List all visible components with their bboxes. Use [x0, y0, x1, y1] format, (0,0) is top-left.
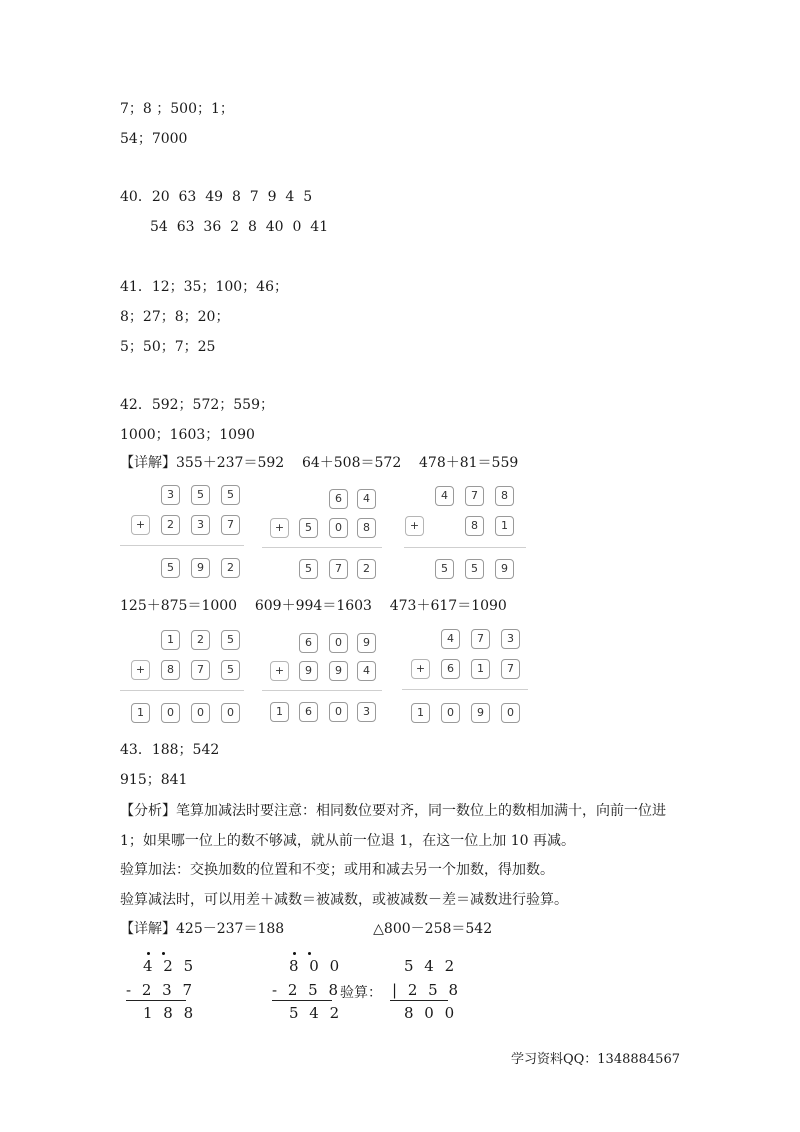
digit-box: 8: [465, 516, 484, 536]
digit-box: 6: [299, 702, 318, 722]
sum: 8 0 0: [404, 1004, 458, 1022]
plus-sign: +: [131, 660, 150, 680]
digit-box: 9: [357, 633, 376, 653]
digit-box: 0: [221, 703, 240, 723]
digit-box: 4: [357, 489, 376, 509]
check-label: 验算：: [340, 985, 382, 1001]
plus-sign: +: [131, 515, 150, 535]
digit-box: 7: [501, 659, 520, 679]
digit-box: 0: [329, 633, 348, 653]
q41-line-2: 8；27；8；20；: [120, 309, 230, 325]
result-line: [272, 1000, 332, 1001]
digit-box: 6: [329, 489, 348, 509]
plus-sign: +: [405, 516, 424, 536]
digit-box: 1: [131, 703, 150, 723]
digit-box: 7: [329, 559, 348, 579]
digit-box: 7: [221, 515, 240, 535]
borrow-dot: [308, 952, 311, 955]
digit-box: 2: [357, 559, 376, 579]
q42-line-1: 42．592；572；559；: [120, 397, 274, 413]
digit-box: 0: [329, 518, 348, 538]
q40-line-2: 54 63 36 2 8 40 0 41: [150, 219, 329, 235]
line-1: 7；8 ；500；1；: [120, 101, 234, 117]
footer-contact: 学习资料QQ：1348884567: [510, 1052, 680, 1067]
digit-box: 5: [465, 559, 484, 579]
digit-box: 2: [221, 558, 240, 578]
digit-box: 5: [161, 558, 180, 578]
digit-box: 0: [441, 703, 460, 723]
analysis-line-1: 【分析】笔算加减法时要注意：相同数位要对齐，同一数位上的数相加满十，向前一位进: [120, 803, 666, 819]
sum-line: [404, 547, 526, 548]
digit-box: 5: [221, 630, 240, 650]
addend-2: | 2 5 8: [392, 981, 461, 999]
analysis-line-3: 验算加法：交换加数的位置和不变；或用和减去另一个加数，得加数。: [120, 862, 554, 878]
digit-box: 6: [299, 633, 318, 653]
digit-box: 9: [329, 661, 348, 681]
line-2: 54；7000: [120, 131, 188, 147]
q40-line-1: 40．20 63 49 8 7 9 4 5: [120, 189, 313, 205]
digit-box: 1: [471, 659, 490, 679]
borrow-dot: [293, 952, 296, 955]
sum-line: [262, 547, 382, 548]
digit-box: 0: [329, 702, 348, 722]
digit-box: 4: [435, 486, 454, 506]
sum-line: [262, 690, 382, 691]
sum-line: [402, 689, 528, 690]
digit-box: 7: [465, 486, 484, 506]
digit-box: 5: [221, 660, 240, 680]
minuend: 4 2 5: [143, 957, 197, 975]
digit-box: 7: [191, 660, 210, 680]
digit-box: 4: [357, 661, 376, 681]
digit-box: 5: [191, 485, 210, 505]
borrow-dot: [147, 952, 150, 955]
addend: 5 4 2: [404, 957, 458, 975]
digit-box: 5: [299, 518, 318, 538]
digit-box: 5: [435, 559, 454, 579]
digit-box: 2: [191, 630, 210, 650]
digit-box: 9: [495, 559, 514, 579]
plus-sign: +: [270, 661, 289, 681]
analysis-line-4: 验算减法时，可以用差＋减数＝被减数，或被减数－差＝减数进行验算。: [120, 892, 568, 908]
digit-box: 1: [161, 630, 180, 650]
sum-line: [120, 545, 244, 546]
digit-box: 5: [299, 559, 318, 579]
plus-sign: +: [270, 518, 289, 538]
digit-box: 8: [357, 518, 376, 538]
digit-box: 0: [191, 703, 210, 723]
q43-line-2: 915；841: [120, 772, 188, 788]
digit-box: 8: [161, 660, 180, 680]
minuend: 8 0 0: [289, 957, 343, 975]
q41-line-1: 41．12；35；100；46；: [120, 279, 288, 295]
subtrahend: - 2 5 8: [272, 981, 342, 999]
digit-box: 1: [411, 703, 430, 723]
digit-box: 7: [471, 629, 490, 649]
digit-box: 3: [357, 702, 376, 722]
difference: 1 8 8: [143, 1004, 197, 1022]
result-line: [390, 1000, 448, 1001]
subtrahend: - 2 3 7: [126, 981, 196, 999]
digit-box: 4: [441, 629, 460, 649]
digit-box: 1: [270, 702, 289, 722]
digit-box: 9: [471, 703, 490, 723]
digit-box: 0: [161, 703, 180, 723]
q42-line-2: 1000；1603；1090: [120, 427, 255, 443]
digit-box: 9: [191, 558, 210, 578]
difference: 5 4 2: [289, 1004, 343, 1022]
q42-detail-2: 125＋875＝1000 609＋994＝1603 473＋617＝1090: [120, 598, 507, 614]
q42-detail-1: 【详解】355＋237＝592 64＋508＝572 478＋81＝559: [120, 455, 519, 471]
analysis-line-2: 1；如果哪一位上的数不够减，就从前一位退 1，在这一位上加 10 再减。: [120, 833, 575, 849]
digit-box: 8: [495, 486, 514, 506]
digit-box: 2: [161, 515, 180, 535]
plus-sign: +: [411, 659, 430, 679]
digit-box: 3: [191, 515, 210, 535]
digit-box: 6: [441, 659, 460, 679]
result-line: [126, 1000, 186, 1001]
borrow-dot: [162, 952, 165, 955]
digit-box: 9: [299, 661, 318, 681]
q43-line-1: 43．188；542: [120, 742, 220, 758]
digit-box: 5: [221, 485, 240, 505]
sum-line: [120, 690, 244, 691]
digit-box: 3: [161, 485, 180, 505]
digit-box: 0: [501, 703, 520, 723]
detail-line: 【详解】425－237＝188 △800－258＝542: [120, 921, 493, 937]
digit-box: 3: [501, 629, 520, 649]
q41-line-3: 5；50；7；25: [120, 339, 216, 355]
digit-box: 1: [495, 516, 514, 536]
